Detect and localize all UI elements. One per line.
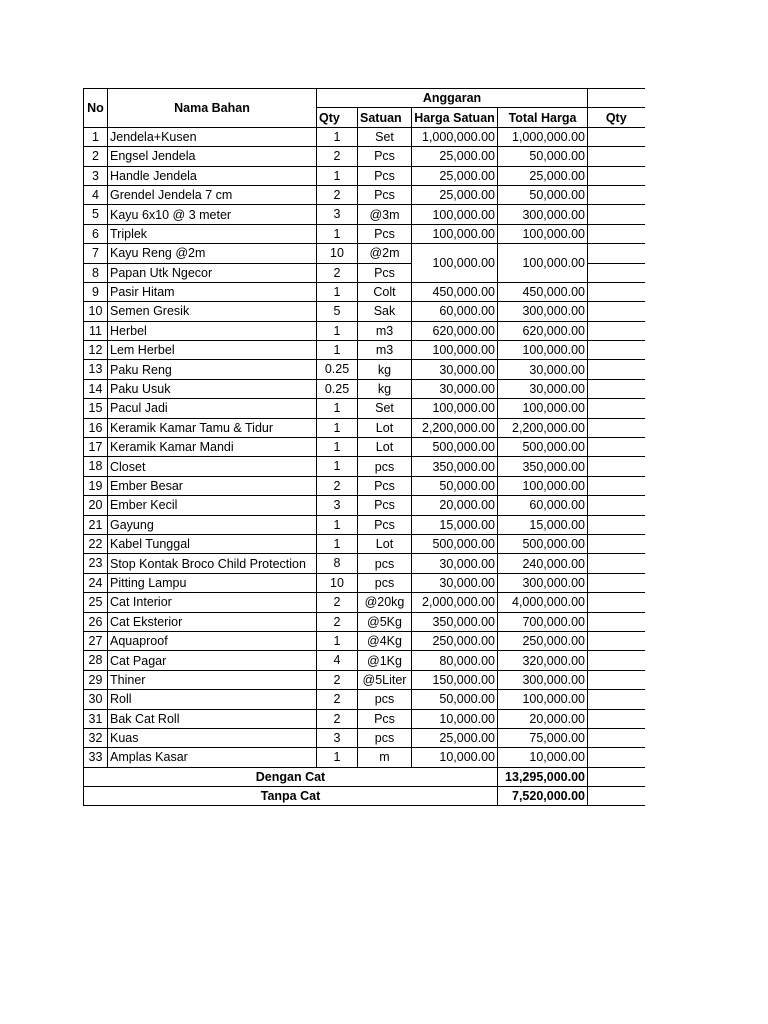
row-nama-bahan: Roll — [108, 690, 317, 709]
row-no: 25 — [84, 593, 108, 612]
row-nama-bahan: Closet — [108, 457, 317, 476]
row-no: 31 — [84, 709, 108, 728]
row-qty: 1 — [317, 534, 358, 553]
header-nama-bahan: Nama Bahan — [108, 89, 317, 128]
row-no: 3 — [84, 166, 108, 185]
row-harga-satuan: 150,000.00 — [412, 670, 498, 689]
row-qty: 5 — [317, 302, 358, 321]
row-nama-bahan: Pitting Lampu — [108, 573, 317, 592]
row-qty: 0.25 — [317, 360, 358, 379]
table-row — [84, 282, 645, 301]
table-row — [84, 224, 645, 243]
table-row — [84, 379, 645, 398]
row-qty: 2 — [317, 263, 358, 282]
table-row — [84, 321, 645, 340]
row-total-harga: 100,000.00 — [498, 399, 588, 418]
row-nama-bahan: Handle Jendela — [108, 166, 317, 185]
row-qty-2-cell — [588, 709, 645, 728]
row-total-harga: 240,000.00 — [498, 554, 588, 573]
header-harga-satuan: Harga Satuan — [412, 108, 498, 127]
row-harga-satuan: 500,000.00 — [412, 438, 498, 457]
row-satuan: Pcs — [358, 263, 412, 282]
row-total-harga: 60,000.00 — [498, 496, 588, 515]
row-satuan: Pcs — [358, 709, 412, 728]
table-row — [84, 341, 645, 360]
row-harga-satuan: 100,000.00 — [412, 205, 498, 224]
row-qty: 1 — [317, 321, 358, 340]
row-total-harga: 100,000.00 — [498, 476, 588, 495]
header-total-harga: Total Harga — [498, 108, 588, 127]
row-harga-satuan: 100,000.00 — [412, 244, 498, 283]
row-harga-satuan: 100,000.00 — [412, 341, 498, 360]
row-qty: 10 — [317, 244, 358, 263]
table-row — [84, 728, 645, 747]
row-satuan: @3m — [358, 205, 412, 224]
row-qty: 2 — [317, 612, 358, 631]
table-row — [84, 534, 645, 553]
row-harga-satuan: 350,000.00 — [412, 612, 498, 631]
row-no: 20 — [84, 496, 108, 515]
table-row — [84, 302, 645, 321]
row-satuan: Pcs — [358, 476, 412, 495]
row-satuan: kg — [358, 360, 412, 379]
row-no: 1 — [84, 127, 108, 146]
table-row — [84, 205, 645, 224]
row-total-harga: 450,000.00 — [498, 282, 588, 301]
row-total-harga: 50,000.00 — [498, 185, 588, 204]
row-nama-bahan: Pasir Hitam — [108, 282, 317, 301]
row-no: 33 — [84, 748, 108, 767]
row-qty: 1 — [317, 282, 358, 301]
row-harga-satuan: 100,000.00 — [412, 224, 498, 243]
table-row — [84, 360, 645, 379]
table-row — [84, 573, 645, 592]
row-satuan: Lot — [358, 534, 412, 553]
row-qty-2-cell — [588, 224, 645, 243]
row-qty: 1 — [317, 166, 358, 185]
total-row-dengan-cat — [84, 767, 645, 786]
row-satuan: Set — [358, 127, 412, 146]
table-row — [84, 399, 645, 418]
row-qty-2-cell — [588, 185, 645, 204]
header-blank-cell — [588, 89, 645, 108]
table-row — [84, 612, 645, 631]
row-total-harga: 100,000.00 — [498, 244, 588, 283]
row-satuan: m3 — [358, 321, 412, 340]
row-nama-bahan: Paku Usuk — [108, 379, 317, 398]
row-qty-2-cell — [588, 631, 645, 650]
row-no: 27 — [84, 631, 108, 650]
row-no: 2 — [84, 147, 108, 166]
header-qty-2: Qty — [588, 108, 645, 127]
row-qty: 2 — [317, 593, 358, 612]
row-qty-2-cell — [588, 244, 645, 263]
row-qty-2-cell — [588, 147, 645, 166]
row-qty-2-cell — [588, 476, 645, 495]
row-qty-2-cell — [588, 534, 645, 553]
row-nama-bahan: Paku Reng — [108, 360, 317, 379]
row-nama-bahan: Gayung — [108, 515, 317, 534]
row-qty-2-cell — [588, 263, 645, 282]
row-qty-2-cell — [588, 127, 645, 146]
row-no: 23 — [84, 554, 108, 573]
row-total-harga: 30,000.00 — [498, 360, 588, 379]
row-harga-satuan: 250,000.00 — [412, 631, 498, 650]
table-row — [84, 748, 645, 767]
row-no: 4 — [84, 185, 108, 204]
row-qty: 1 — [317, 515, 358, 534]
row-nama-bahan: Keramik Kamar Mandi — [108, 438, 317, 457]
row-no: 12 — [84, 341, 108, 360]
row-nama-bahan: Kabel Tunggal — [108, 534, 317, 553]
dengan-cat-label: Dengan Cat — [84, 767, 498, 786]
row-harga-satuan: 450,000.00 — [412, 282, 498, 301]
row-nama-bahan: Cat Pagar — [108, 651, 317, 670]
row-qty: 2 — [317, 709, 358, 728]
row-qty: 1 — [317, 224, 358, 243]
row-qty-2-cell — [588, 728, 645, 747]
row-satuan: pcs — [358, 554, 412, 573]
row-total-harga: 350,000.00 — [498, 457, 588, 476]
row-qty: 2 — [317, 670, 358, 689]
row-harga-satuan: 60,000.00 — [412, 302, 498, 321]
row-qty: 4 — [317, 651, 358, 670]
row-nama-bahan: Thiner — [108, 670, 317, 689]
row-total-harga: 320,000.00 — [498, 651, 588, 670]
tanpa-cat-value: 7,520,000.00 — [498, 787, 588, 806]
row-total-harga: 300,000.00 — [498, 302, 588, 321]
table-row — [84, 438, 645, 457]
row-satuan: pcs — [358, 573, 412, 592]
table-row — [84, 690, 645, 709]
table-row — [84, 651, 645, 670]
row-no: 16 — [84, 418, 108, 437]
row-nama-bahan: Engsel Jendela — [108, 147, 317, 166]
row-qty: 3 — [317, 728, 358, 747]
row-harga-satuan: 500,000.00 — [412, 534, 498, 553]
row-nama-bahan: Jendela+Kusen — [108, 127, 317, 146]
row-qty: 1 — [317, 438, 358, 457]
table-row — [84, 515, 645, 534]
row-satuan: @2m — [358, 244, 412, 263]
row-qty-2-cell — [588, 302, 645, 321]
row-harga-satuan: 25,000.00 — [412, 147, 498, 166]
table-row — [84, 457, 645, 476]
row-no: 30 — [84, 690, 108, 709]
row-satuan: pcs — [358, 690, 412, 709]
row-satuan: @20kg — [358, 593, 412, 612]
row-harga-satuan: 10,000.00 — [412, 709, 498, 728]
row-total-harga: 100,000.00 — [498, 341, 588, 360]
row-harga-satuan: 50,000.00 — [412, 690, 498, 709]
row-total-harga: 20,000.00 — [498, 709, 588, 728]
row-qty: 2 — [317, 185, 358, 204]
row-satuan: Lot — [358, 438, 412, 457]
row-harga-satuan: 25,000.00 — [412, 728, 498, 747]
row-harga-satuan: 10,000.00 — [412, 748, 498, 767]
row-harga-satuan: 80,000.00 — [412, 651, 498, 670]
budget-table — [83, 88, 645, 806]
row-satuan: Set — [358, 399, 412, 418]
row-total-harga: 250,000.00 — [498, 631, 588, 650]
row-qty: 0.25 — [317, 379, 358, 398]
row-satuan: Colt — [358, 282, 412, 301]
row-total-harga: 15,000.00 — [498, 515, 588, 534]
row-no: 19 — [84, 476, 108, 495]
row-qty-2-cell — [588, 360, 645, 379]
row-qty-2-cell — [588, 515, 645, 534]
row-nama-bahan: Cat Interior — [108, 593, 317, 612]
row-qty: 1 — [317, 631, 358, 650]
row-nama-bahan: Kuas — [108, 728, 317, 747]
row-total-harga: 4,000,000.00 — [498, 593, 588, 612]
tanpa-cat-label: Tanpa Cat — [84, 787, 498, 806]
row-total-harga: 500,000.00 — [498, 438, 588, 457]
row-satuan: pcs — [358, 728, 412, 747]
row-satuan: Pcs — [358, 496, 412, 515]
row-harga-satuan: 30,000.00 — [412, 573, 498, 592]
row-no: 18 — [84, 457, 108, 476]
table-row — [84, 166, 645, 185]
row-nama-bahan: Ember Besar — [108, 476, 317, 495]
total-row-tanpa-cat — [84, 787, 645, 806]
row-qty: 3 — [317, 205, 358, 224]
row-harga-satuan: 1,000,000.00 — [412, 127, 498, 146]
row-total-harga: 620,000.00 — [498, 321, 588, 340]
row-total-harga: 300,000.00 — [498, 205, 588, 224]
row-harga-satuan: 2,000,000.00 — [412, 593, 498, 612]
row-total-harga: 2,200,000.00 — [498, 418, 588, 437]
row-nama-bahan: Cat Eksterior — [108, 612, 317, 631]
row-total-harga: 10,000.00 — [498, 748, 588, 767]
row-satuan: @1Kg — [358, 651, 412, 670]
table-row — [84, 709, 645, 728]
table-row — [84, 670, 645, 689]
row-qty-2-cell — [588, 496, 645, 515]
row-no: 26 — [84, 612, 108, 631]
row-qty-2-cell — [588, 612, 645, 631]
row-no: 32 — [84, 728, 108, 747]
row-no: 10 — [84, 302, 108, 321]
budget-sheet — [83, 88, 645, 806]
row-nama-bahan: Kayu Reng @2m — [108, 244, 317, 263]
row-harga-satuan: 30,000.00 — [412, 360, 498, 379]
row-qty: 2 — [317, 476, 358, 495]
row-no: 11 — [84, 321, 108, 340]
row-no: 29 — [84, 670, 108, 689]
row-nama-bahan: Aquaproof — [108, 631, 317, 650]
row-satuan: @4Kg — [358, 631, 412, 650]
row-total-harga: 50,000.00 — [498, 147, 588, 166]
header-anggaran: Anggaran — [317, 89, 588, 108]
row-nama-bahan: Triplek — [108, 224, 317, 243]
row-no: 13 — [84, 360, 108, 379]
row-harga-satuan: 2,200,000.00 — [412, 418, 498, 437]
row-no: 8 — [84, 263, 108, 282]
header-row-1 — [84, 89, 645, 108]
row-satuan: m — [358, 748, 412, 767]
row-qty: 2 — [317, 690, 358, 709]
row-satuan: @5Kg — [358, 612, 412, 631]
row-nama-bahan: Kayu 6x10 @ 3 meter — [108, 205, 317, 224]
row-satuan: Lot — [358, 418, 412, 437]
row-satuan: Pcs — [358, 147, 412, 166]
row-qty-2-cell — [588, 690, 645, 709]
row-qty-2-cell — [588, 573, 645, 592]
row-total-harga: 75,000.00 — [498, 728, 588, 747]
row-qty-2-cell — [588, 341, 645, 360]
row-satuan: pcs — [358, 457, 412, 476]
row-qty: 8 — [317, 554, 358, 573]
row-total-harga: 100,000.00 — [498, 224, 588, 243]
header-satuan: Satuan — [358, 108, 412, 127]
row-nama-bahan: Bak Cat Roll — [108, 709, 317, 728]
row-no: 15 — [84, 399, 108, 418]
row-satuan: Sak — [358, 302, 412, 321]
table-row — [84, 418, 645, 437]
row-total-harga: 30,000.00 — [498, 379, 588, 398]
row-qty: 1 — [317, 457, 358, 476]
row-qty-2-cell — [588, 418, 645, 437]
row-satuan: Pcs — [358, 515, 412, 534]
row-no: 9 — [84, 282, 108, 301]
table-row — [84, 185, 645, 204]
row-no: 22 — [84, 534, 108, 553]
row-harga-satuan: 350,000.00 — [412, 457, 498, 476]
row-nama-bahan: Stop Kontak Broco Child Protection — [108, 554, 317, 573]
row-satuan: Pcs — [358, 224, 412, 243]
row-qty: 1 — [317, 127, 358, 146]
row-qty-2-cell — [588, 399, 645, 418]
row-qty: 1 — [317, 341, 358, 360]
row-satuan: kg — [358, 379, 412, 398]
table-row — [84, 476, 645, 495]
row-no: 6 — [84, 224, 108, 243]
row-nama-bahan: Amplas Kasar — [108, 748, 317, 767]
row-harga-satuan: 25,000.00 — [412, 166, 498, 185]
row-nama-bahan: Herbel — [108, 321, 317, 340]
row-qty-2-cell — [588, 438, 645, 457]
row-harga-satuan: 15,000.00 — [412, 515, 498, 534]
row-total-harga: 1,000,000.00 — [498, 127, 588, 146]
row-satuan: Pcs — [358, 166, 412, 185]
row-qty-2-cell — [588, 554, 645, 573]
row-no: 17 — [84, 438, 108, 457]
row-nama-bahan: Semen Gresik — [108, 302, 317, 321]
dengan-cat-blank — [588, 767, 645, 786]
row-nama-bahan: Lem Herbel — [108, 341, 317, 360]
row-harga-satuan: 30,000.00 — [412, 554, 498, 573]
row-nama-bahan: Ember Kecil — [108, 496, 317, 515]
row-harga-satuan: 50,000.00 — [412, 476, 498, 495]
table-row — [84, 244, 645, 263]
row-harga-satuan: 30,000.00 — [412, 379, 498, 398]
row-qty-2-cell — [588, 670, 645, 689]
row-qty-2-cell — [588, 651, 645, 670]
row-no: 5 — [84, 205, 108, 224]
row-qty-2-cell — [588, 379, 645, 398]
header-no: No — [84, 89, 108, 128]
row-qty-2-cell — [588, 166, 645, 185]
row-no: 21 — [84, 515, 108, 534]
row-qty: 1 — [317, 748, 358, 767]
row-qty: 2 — [317, 147, 358, 166]
row-qty-2-cell — [588, 457, 645, 476]
row-no: 28 — [84, 651, 108, 670]
row-no: 24 — [84, 573, 108, 592]
row-qty: 1 — [317, 418, 358, 437]
table-row — [84, 554, 645, 573]
dengan-cat-value: 13,295,000.00 — [498, 767, 588, 786]
row-qty: 3 — [317, 496, 358, 515]
row-qty-2-cell — [588, 282, 645, 301]
table-row — [84, 496, 645, 515]
row-total-harga: 300,000.00 — [498, 670, 588, 689]
row-satuan: m3 — [358, 341, 412, 360]
row-harga-satuan: 20,000.00 — [412, 496, 498, 515]
table-row — [84, 631, 645, 650]
row-qty: 10 — [317, 573, 358, 592]
table-row — [84, 593, 645, 612]
row-total-harga: 300,000.00 — [498, 573, 588, 592]
row-total-harga: 25,000.00 — [498, 166, 588, 185]
table-row — [84, 127, 645, 146]
row-harga-satuan: 620,000.00 — [412, 321, 498, 340]
row-satuan: Pcs — [358, 185, 412, 204]
row-total-harga: 700,000.00 — [498, 612, 588, 631]
row-qty-2-cell — [588, 205, 645, 224]
row-harga-satuan: 100,000.00 — [412, 399, 498, 418]
row-qty-2-cell — [588, 748, 645, 767]
table-row — [84, 147, 645, 166]
row-qty-2-cell — [588, 321, 645, 340]
row-no: 14 — [84, 379, 108, 398]
row-harga-satuan: 25,000.00 — [412, 185, 498, 204]
row-no: 7 — [84, 244, 108, 263]
row-satuan: @5Liter — [358, 670, 412, 689]
row-nama-bahan: Pacul Jadi — [108, 399, 317, 418]
row-total-harga: 100,000.00 — [498, 690, 588, 709]
row-qty-2-cell — [588, 593, 645, 612]
row-total-harga: 500,000.00 — [498, 534, 588, 553]
row-nama-bahan: Papan Utk Ngecor — [108, 263, 317, 282]
row-nama-bahan: Keramik Kamar Tamu & Tidur — [108, 418, 317, 437]
row-nama-bahan: Grendel Jendela 7 cm — [108, 185, 317, 204]
tanpa-cat-blank — [588, 787, 645, 806]
row-qty: 1 — [317, 399, 358, 418]
header-qty: Qty — [317, 108, 358, 127]
